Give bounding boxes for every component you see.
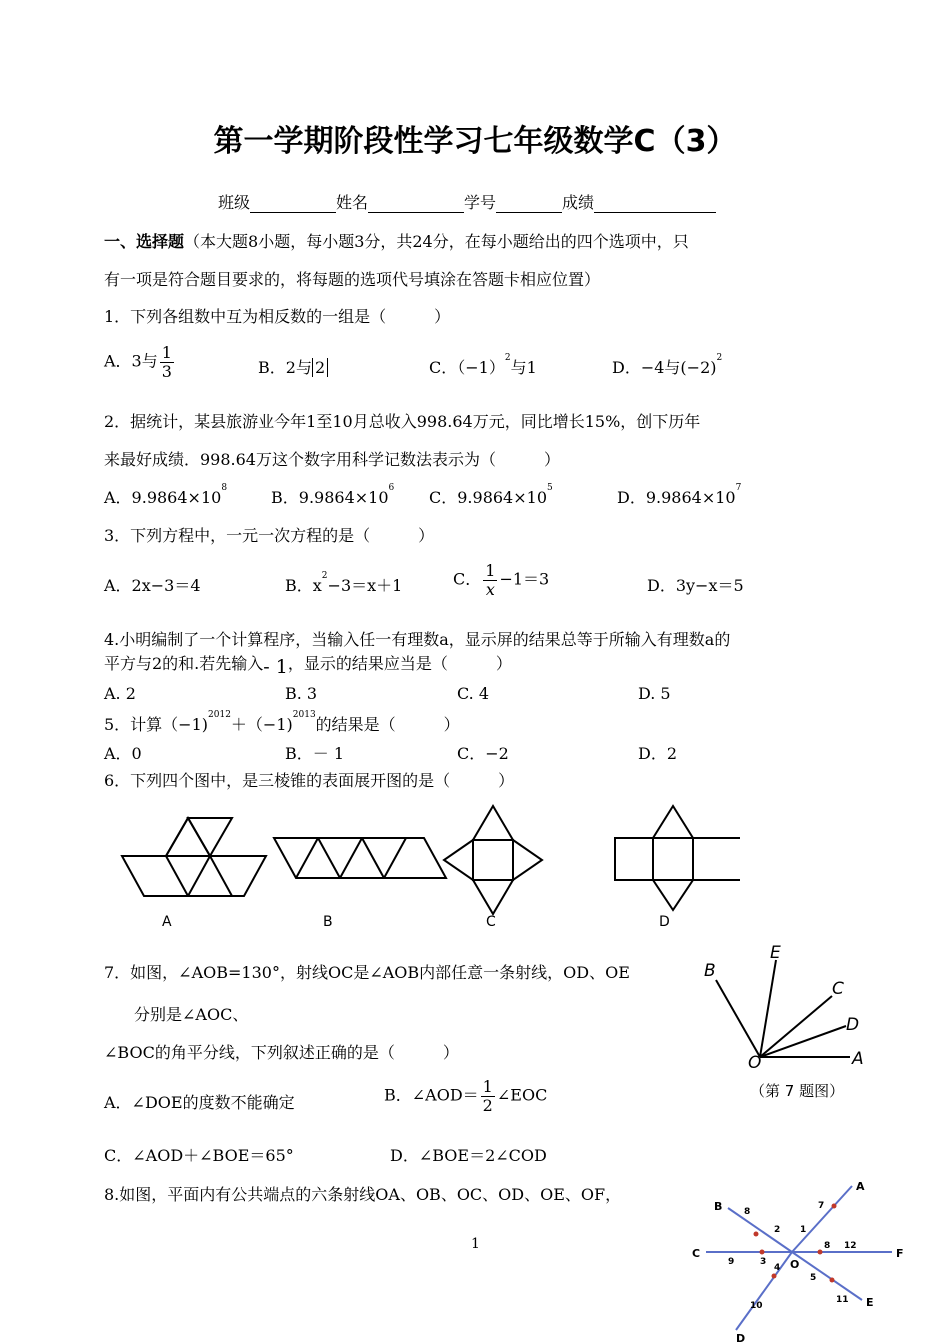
q7-fig-label-e: E xyxy=(770,943,781,963)
info-line xyxy=(218,190,716,213)
id-label: 学号 xyxy=(464,193,497,212)
q7-fig-label-o: O xyxy=(748,1053,762,1073)
q7-fig-label-a: A xyxy=(852,1049,864,1069)
q5-pre: 5．计算（−1) xyxy=(104,715,209,734)
score-label: 成绩 xyxy=(562,193,595,212)
q6-figure-a xyxy=(122,818,266,896)
q8-num-9: 9 xyxy=(728,1257,735,1267)
q3-stem: 3．下列方程中，一元一次方程的是（ ） xyxy=(104,526,435,545)
q3-option-a: A．2x−3＝4 xyxy=(104,576,201,595)
q2-b-sup: 6 xyxy=(388,483,395,493)
q8-num-10: 10 xyxy=(750,1301,763,1311)
q5-option-b: B．－ 1 xyxy=(285,744,345,763)
q1-b-abs: 2 xyxy=(312,358,328,377)
q2-c-text: C．9.9864×10 xyxy=(429,488,547,507)
class-label: 班级 xyxy=(218,193,251,212)
q8-num-12: 12 xyxy=(844,1241,857,1251)
q3-option-b xyxy=(285,573,402,596)
q2-line1: 2．据统计，某县旅游业今年1至10月总收入998.64万元，同比增长15%，创下历年 xyxy=(104,412,701,431)
q1-a-den: 3 xyxy=(161,361,172,381)
q8-num-2: 2 xyxy=(774,1225,781,1235)
q3-c-den: x xyxy=(485,579,495,599)
q8-figure xyxy=(670,1170,920,1342)
q3-b-tail: −3＝x＋1 xyxy=(327,576,403,595)
q8-num-8a: 8 xyxy=(744,1207,751,1217)
q7-option-d: D．∠BOE＝2∠COD xyxy=(390,1146,547,1165)
q3-option-c xyxy=(453,562,549,598)
q7-fig-label-c: C xyxy=(832,979,844,999)
section1-line1 xyxy=(104,229,689,252)
q6-label-d: D xyxy=(659,914,670,930)
q4-option-d: D. 5 xyxy=(638,684,671,703)
q7-option-b xyxy=(384,1078,547,1114)
section1-desc-line2: 有一项是符合题目要求的，将每题的选项代号填涂在答题卡相应位置） xyxy=(104,270,601,289)
q8-letter-d: D xyxy=(736,1332,746,1342)
q8-num-1: 1 xyxy=(800,1225,807,1235)
q3-b-pre: B．x xyxy=(285,576,322,595)
q8-num-3: 3 xyxy=(760,1257,767,1267)
q2-option-c xyxy=(429,485,553,508)
q6-figures xyxy=(100,800,740,940)
q5-sup2: 2013 xyxy=(292,710,316,720)
q5-option-d: D．2 xyxy=(638,744,678,763)
id-blank[interactable] xyxy=(496,194,562,213)
q3-c-fraction xyxy=(483,562,497,598)
q6-label-b: B xyxy=(323,914,333,930)
section1-heading: 一、选择题 xyxy=(104,232,185,251)
q5-option-c: C．−2 xyxy=(457,744,509,763)
q4-option-c: C. 4 xyxy=(457,684,490,703)
q8-num-4: 4 xyxy=(774,1263,781,1273)
page-number: 1 xyxy=(471,1236,480,1252)
q7-b-den: 2 xyxy=(482,1095,493,1115)
q6-label-a: A xyxy=(162,914,172,930)
q5-option-a: A．0 xyxy=(104,744,142,763)
q2-b-text: B．9.9864×10 xyxy=(271,488,389,507)
q1-option-b xyxy=(258,355,328,378)
q2-a-sup: 8 xyxy=(221,483,228,493)
section1-desc: （本大题8小题，每小题3分，共24分，在每小题给出的四个选项中，只 xyxy=(184,232,689,251)
q7-fig-label-d: D xyxy=(846,1015,860,1035)
q2-d-sup: 7 xyxy=(735,483,742,493)
q8-num-11: 11 xyxy=(836,1295,849,1305)
q5-stem xyxy=(104,712,460,735)
q1-a-text: A．3与 xyxy=(104,351,158,371)
q6-figure-d xyxy=(615,806,740,910)
q2-option-a xyxy=(104,485,227,508)
q7-b-num: 1 xyxy=(482,1077,493,1096)
q3-c-tail: −1＝3 xyxy=(499,569,550,589)
q2-option-b xyxy=(271,485,394,508)
q7-fig-label-b: B xyxy=(704,961,716,981)
q7-fig-caption: （第 7 题图） xyxy=(750,1082,845,1100)
q7-b-fraction xyxy=(481,1078,495,1114)
class-blank[interactable] xyxy=(250,194,336,213)
q8-letter-f: F xyxy=(896,1247,904,1260)
q3-c-pre: C． xyxy=(453,569,482,589)
q7-option-c: C．∠AOD＋∠BOE＝65° xyxy=(104,1146,294,1165)
q8-num-7: 7 xyxy=(818,1201,825,1211)
q7-option-a: A．∠DOE的度数不能确定 xyxy=(104,1093,295,1112)
q1-c-tail: 与1 xyxy=(510,358,537,377)
q7-line2: 分别是∠AOC、 xyxy=(134,1005,249,1024)
score-blank[interactable] xyxy=(594,194,716,213)
q3-option-d: D．3y−x＝5 xyxy=(647,576,744,595)
q7-line3: ∠BOC的角平分线，下列叙述正确的是（ ） xyxy=(104,1043,459,1062)
q6-label-c: C xyxy=(486,914,496,930)
name-label: 姓名 xyxy=(336,193,369,212)
q8-letter-a: A xyxy=(856,1180,865,1193)
q4-line1: 4.小明编制了一个计算程序，当输入任一有理数a，显示屏的结果总等于所输入有理数a的 xyxy=(104,630,731,649)
q8-letter-e: E xyxy=(866,1296,874,1309)
q2-a-text: A．9.9864×10 xyxy=(104,488,222,507)
q1-option-c xyxy=(429,355,537,378)
q4-line2-post: ，显示的结果应当是（ ） xyxy=(287,654,512,673)
q1-option-d xyxy=(612,355,722,378)
q2-d-text: D．9.9864×10 xyxy=(617,488,736,507)
q8-num-8b: 8 xyxy=(824,1241,831,1251)
q5-post: 的结果是（ ） xyxy=(315,715,460,734)
q8-letter-b: B xyxy=(714,1200,723,1213)
name-blank[interactable] xyxy=(368,194,464,213)
q1-option-a xyxy=(104,344,176,380)
q6-figure-b xyxy=(274,838,446,878)
q7-b-tail: ∠EOC xyxy=(496,1085,548,1105)
q1-d-sup: 2 xyxy=(716,353,723,363)
q4-line2 xyxy=(104,651,512,678)
q8-line1: 8.如图，平面内有公共端点的六条射线OA、OB、OC、OD、OE、OF， xyxy=(104,1185,622,1204)
q8-num-5: 5 xyxy=(810,1273,817,1283)
page-title: 第一学期阶段性学习七年级数学C（3） xyxy=(213,124,737,159)
q5-sup1: 2012 xyxy=(208,710,231,720)
q2-option-d xyxy=(617,485,741,508)
q4-option-b: B. 3 xyxy=(285,684,318,703)
q7-b-pre: B．∠AOD＝ xyxy=(384,1085,479,1105)
q2-c-sup: 5 xyxy=(547,483,553,493)
q1-b-text: B．2与 xyxy=(258,358,312,377)
q7-line1: 7．如图，∠AOB=130°，射线OC是∠AOB内部任意一条射线，OD、OE xyxy=(104,963,630,982)
q1-stem: 1．下列各组数中互为相反数的一组是（ ） xyxy=(104,307,451,326)
q7-figure xyxy=(690,940,890,1110)
q4-option-a: A. 2 xyxy=(104,684,136,703)
q8-letter-o: O xyxy=(790,1258,800,1271)
q6-figure-c xyxy=(444,806,542,914)
q1-a-num: 1 xyxy=(161,343,172,362)
q1-d-text: D．−4与(−2) xyxy=(612,358,717,377)
q1-c-text: C．（−1） xyxy=(429,358,505,377)
q4-input-value: - 1 xyxy=(263,656,288,678)
q4-line2-pre: 平方与2的和.若先输入 xyxy=(104,654,264,673)
q1-c-sup: 2 xyxy=(504,353,511,363)
q5-mid: ＋（−1) xyxy=(230,715,293,734)
q1-a-fraction xyxy=(160,344,174,380)
q3-c-num: 1 xyxy=(485,561,496,580)
q8-letter-c: C xyxy=(692,1247,701,1260)
q3-b-sup: 2 xyxy=(321,571,328,581)
q2-line2: 来最好成绩．998.64万这个数字用科学记数法表示为（ ） xyxy=(104,450,560,469)
q6-stem: 6．下列四个图中，是三棱锥的表面展开图的是（ ） xyxy=(104,771,515,790)
